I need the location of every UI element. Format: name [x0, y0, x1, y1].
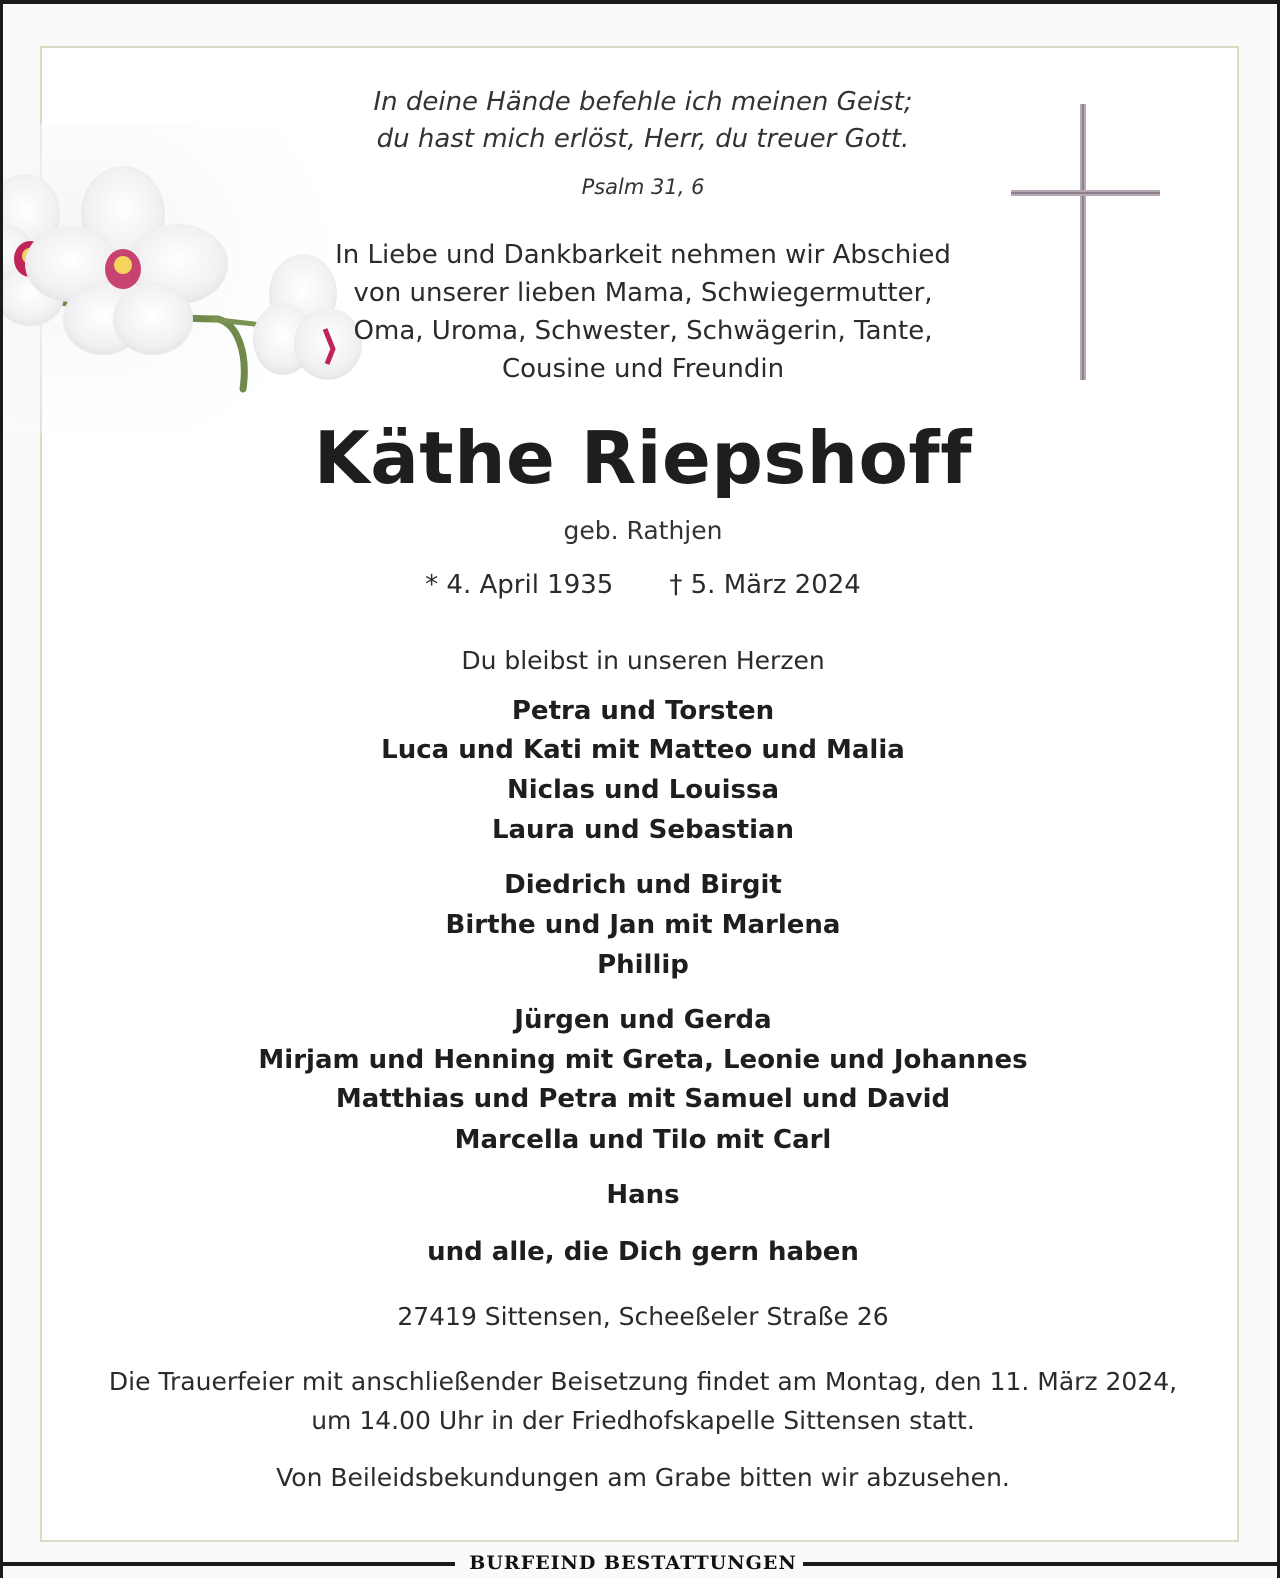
mourner-closing-line: und alle, die Dich gern haben — [427, 1237, 859, 1267]
mourner-line: Mirjam und Henning mit Greta, Leonie und Johannes — [258, 1045, 1028, 1075]
mourner-line: Laura und Sebastian — [491, 815, 795, 845]
birth-date: * 4. April 1935 — [425, 570, 614, 600]
mourner-line: Hans — [606, 1180, 680, 1210]
farewell-text: Du bleibst in unseren Herzen — [461, 646, 825, 675]
intro-line-4: Cousine und Freundin — [501, 354, 785, 384]
funeral-home-name: BURFEIND BESTATTUNGEN — [469, 1552, 797, 1574]
life-dates — [3, 570, 1280, 600]
address: 27419 Sittensen, Scheeßeler Straße 26 — [397, 1302, 889, 1331]
deceased-name: Käthe Riepshoff — [313, 416, 973, 500]
mourner-line: Petra und Torsten — [511, 696, 775, 726]
ceremony-line-1: Die Trauerfeier mit anschließender Beisetzung findet am Montag, den 11. März 2024, — [108, 1367, 1178, 1396]
mourner-line: Diedrich und Birgit — [504, 870, 782, 900]
ceremony-line-2: um 14.00 Uhr in der Friedhofskapelle Sittensen statt. — [311, 1406, 975, 1435]
mourner-line: Birthe und Jan mit Marlena — [445, 910, 841, 940]
mourner-line: Matthias und Petra mit Samuel und David — [335, 1084, 951, 1114]
death-date: † 5. März 2024 — [669, 570, 861, 600]
intro-line-3: Oma, Uroma, Schwester, Schwägerin, Tante, — [353, 316, 933, 346]
footer-rule-left — [3, 1562, 455, 1566]
mourner-line: Marcella und Tilo mit Carl — [454, 1125, 832, 1155]
intro-line-1: In Liebe und Dankbarkeit nehmen wir Abschied — [335, 240, 951, 270]
quote-line-1: In deine Hände befehle ich meinen Geist; — [373, 87, 913, 117]
mourner-line: Jürgen und Gerda — [514, 1005, 772, 1035]
intro-line-2: von unserer lieben Mama, Schwiegermutter, — [353, 278, 933, 308]
mourner-line: Niclas und Louissa — [506, 775, 780, 805]
condolence-note: Von Beileidsbekundungen am Grabe bitten wir abzusehen. — [276, 1463, 1010, 1492]
quote-source: Psalm 31, 6 — [581, 175, 705, 199]
footer-bar — [3, 1552, 1280, 1578]
mourner-line: Phillip — [597, 950, 689, 980]
mourner-line: Luca und Kati mit Matteo und Malia — [381, 735, 905, 765]
quote-line-2: du hast mich erlöst, Herr, du treuer Gott. — [376, 124, 910, 154]
footer-rule-right — [803, 1562, 1280, 1566]
maiden-name: geb. Rathjen — [563, 516, 723, 545]
